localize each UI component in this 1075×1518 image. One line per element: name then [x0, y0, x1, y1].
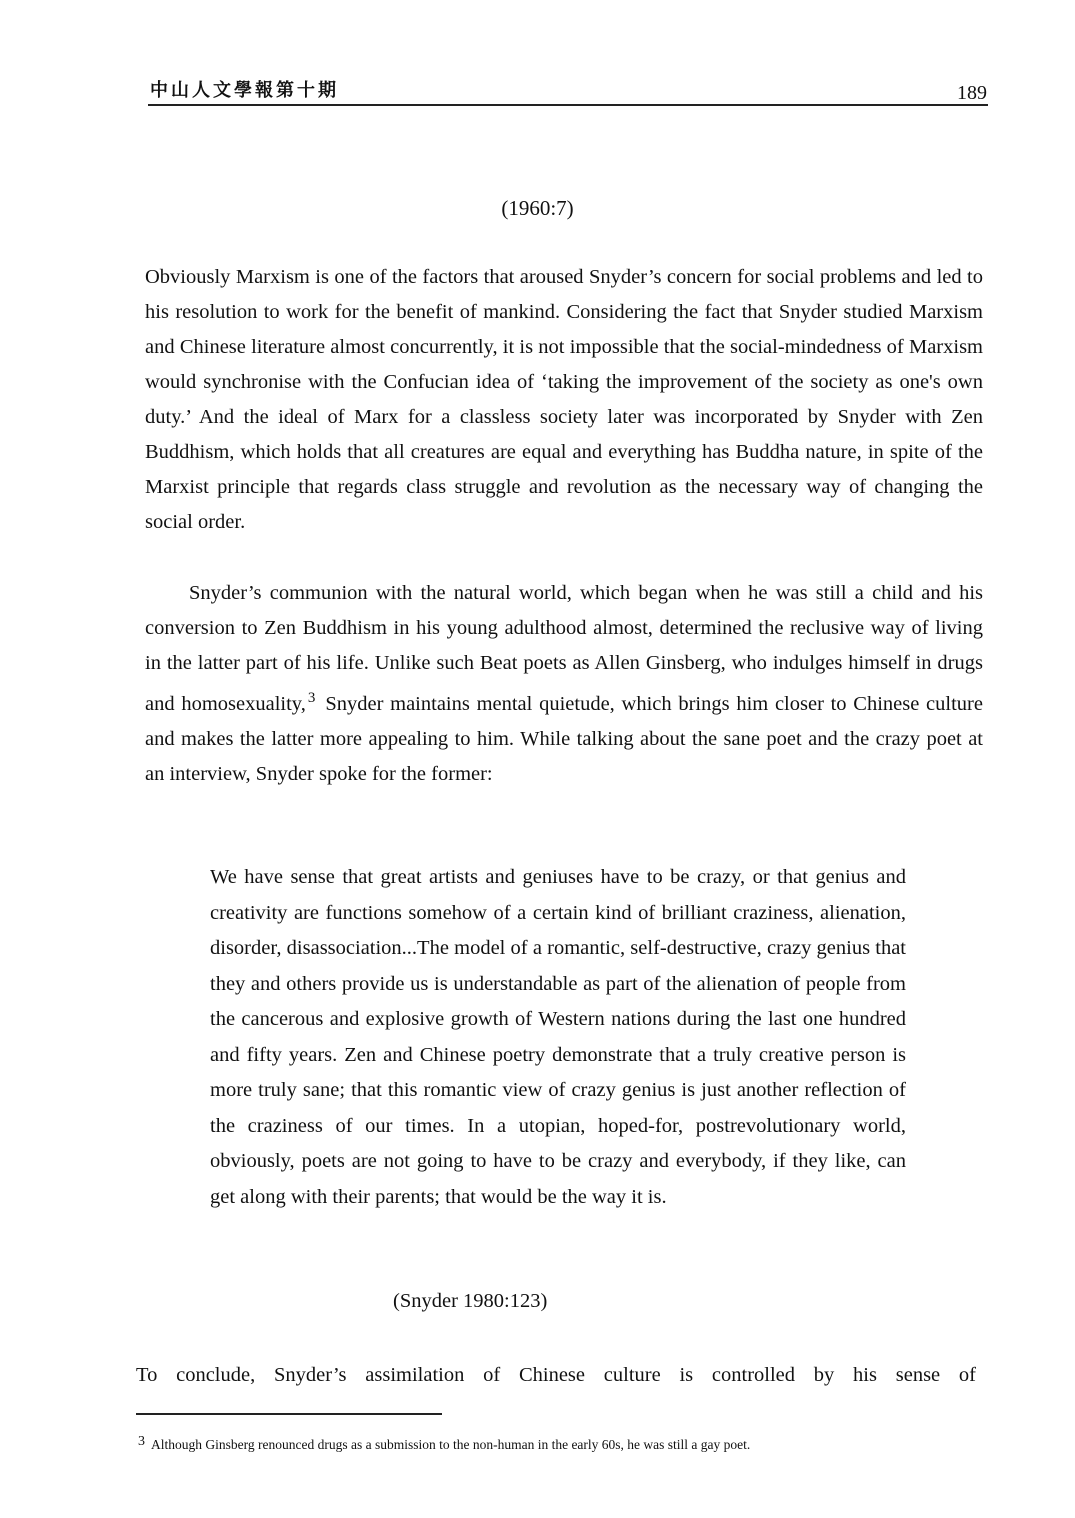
footnote-rule	[136, 1413, 442, 1415]
paragraph-2-text-after: Snyder maintains mental quietude, which brings him closer to Chinese culture and makes the latter more appealing to him. While talking about the sane poet and the crazy poet at an interview, Snyder spoke for the former:	[145, 693, 983, 785]
citation-top: (1960:7)	[501, 196, 574, 220]
page-number: 189	[957, 82, 987, 104]
paragraph-2	[145, 576, 983, 792]
paragraph-1: Obviously Marxism is one of the factors that aroused Snyder’s concern for social problems and led to his resolution to work for the benefit of mankind. Considering the fact that Snyder studied Marxism and Chinese literature almost concurrently, it is not impossible that the social-mindedness of Marxism would synchronise with the Confucian idea of ‘taking the improvement of the society as one's own duty.’ And the ideal of Marx for a classless society later was incorporated by Snyder with Zen Buddhism, which holds that all creatures are equal and everything has Buddha nature, in spite of the Marxist principle that regards class struggle and revolution as the necessary way of changing the social order.	[145, 266, 983, 533]
paragraph-2-text-before: Snyder’s communion with the natural world, which began when he was still a child and his conversion to Zen Buddhism in his young adulthood almost, determined the reclusive way of living in the latter part of his life. Unlike such Beat poets as Allen Ginsberg, who indulges himself in drugs and homosexuality,	[145, 582, 983, 715]
paragraph-3: To conclude, Snyder’s assimilation of Chinese culture is controlled by his sense of	[136, 1364, 976, 1386]
block-quote: We have sense that great artists and geniuses have to be crazy, or that genius and creativity are functions somehow of a certain kind of brilliant craziness, alienation, disorder, disassociation...The model of a romantic, self-destructive, crazy genius that they and others provide us is understandable as part of the alienation of people from the cancerous and explosive growth of Western nations during the last one hundred and fifty years. Zen and Chinese poetry demonstrate that a truly creative person is more truly sane; that this romantic view of crazy genius is just another reflection of the craziness of our times. In a utopian, hoped-for, postrevolutionary world, obviously, poets are not going to have to be crazy and everybody, if they like, can get along with their parents; that would be the way it is.	[210, 866, 906, 1208]
footnote	[138, 1434, 750, 1453]
footnote-text: Although Ginsberg renounced drugs as a submission to the non-human in the early 60s, he was still a gay poet.	[151, 1437, 751, 1452]
footnote-number: 3	[138, 1434, 145, 1449]
footnote-reference: 3	[307, 690, 316, 706]
block-quote-citation: (Snyder 1980:123)	[393, 1290, 548, 1312]
header-rule	[148, 104, 988, 106]
page-header-journal-title: 中山人文學報第十期	[150, 80, 339, 101]
